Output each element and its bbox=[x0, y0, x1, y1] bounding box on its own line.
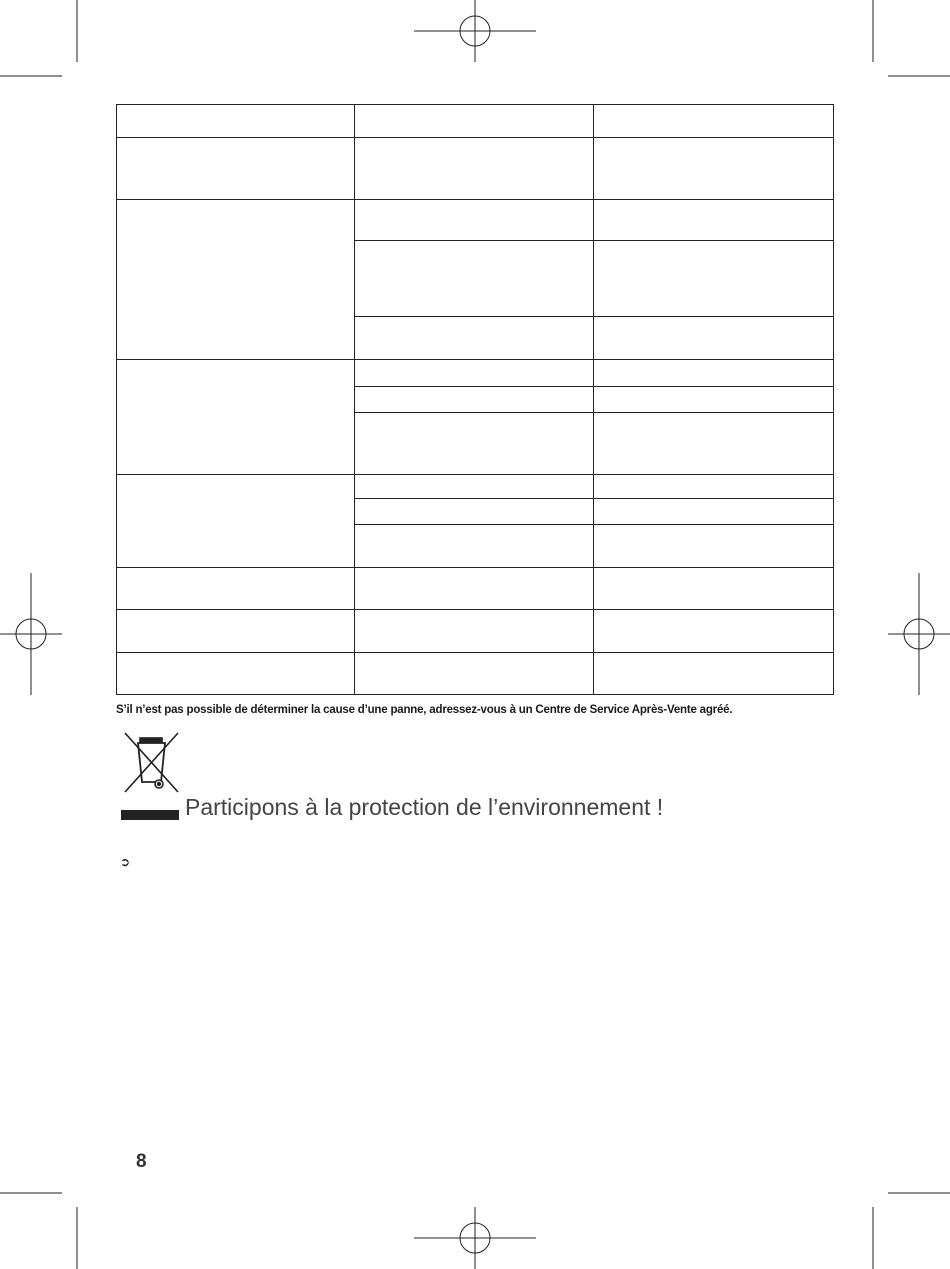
section-marker-bar bbox=[121, 810, 179, 820]
table-cell bbox=[594, 499, 834, 525]
table-cell bbox=[355, 241, 594, 317]
table-cell bbox=[355, 413, 594, 475]
table-row bbox=[117, 568, 834, 610]
table-cell bbox=[594, 138, 834, 200]
table-cell bbox=[355, 568, 594, 610]
table-cell bbox=[355, 653, 594, 695]
table-cell bbox=[355, 610, 594, 653]
table-row bbox=[117, 610, 834, 653]
table-cell bbox=[594, 317, 834, 360]
table-cell bbox=[594, 360, 834, 387]
table-cell bbox=[594, 610, 834, 653]
table-row bbox=[117, 200, 834, 241]
table-cell bbox=[594, 475, 834, 499]
table-cell bbox=[594, 241, 834, 317]
table-cell bbox=[117, 653, 355, 695]
table-cell bbox=[117, 568, 355, 610]
arrow-bullet-icon: ➲ bbox=[120, 855, 131, 869]
table-cell bbox=[355, 525, 594, 568]
table-cell bbox=[355, 360, 594, 387]
table-cell bbox=[594, 653, 834, 695]
troubleshooting-table bbox=[116, 104, 834, 695]
table-cell bbox=[594, 413, 834, 475]
table-cell bbox=[355, 200, 594, 241]
table-row bbox=[117, 475, 834, 499]
table-cell bbox=[355, 138, 594, 200]
table-cell bbox=[594, 105, 834, 138]
table-cell bbox=[355, 317, 594, 360]
table-cell bbox=[117, 200, 355, 360]
table-cell bbox=[117, 475, 355, 568]
table-cell bbox=[594, 525, 834, 568]
table-cell bbox=[117, 360, 355, 475]
table-row bbox=[117, 105, 834, 138]
table-cell bbox=[117, 138, 355, 200]
table-cell bbox=[355, 499, 594, 525]
table-row bbox=[117, 138, 834, 200]
crossed-out-wheelie-bin-icon bbox=[120, 730, 182, 796]
table-row bbox=[117, 360, 834, 387]
table-cell bbox=[594, 200, 834, 241]
table-cell bbox=[594, 568, 834, 610]
table-cell bbox=[117, 105, 355, 138]
table-cell bbox=[355, 387, 594, 413]
page-number: 8 bbox=[136, 1151, 147, 1172]
table-cell bbox=[117, 610, 355, 653]
table-cell bbox=[355, 105, 594, 138]
after-sales-note: S’il n’est pas possible de déterminer la cause d’une panne, adressez-vous à un Centre de Service Après-Vente agréé. bbox=[116, 704, 733, 716]
table-cell bbox=[594, 387, 834, 413]
environment-heading: Participons à la protection de l’environnement ! bbox=[185, 794, 664, 820]
table-row bbox=[117, 653, 834, 695]
table-cell bbox=[355, 475, 594, 499]
